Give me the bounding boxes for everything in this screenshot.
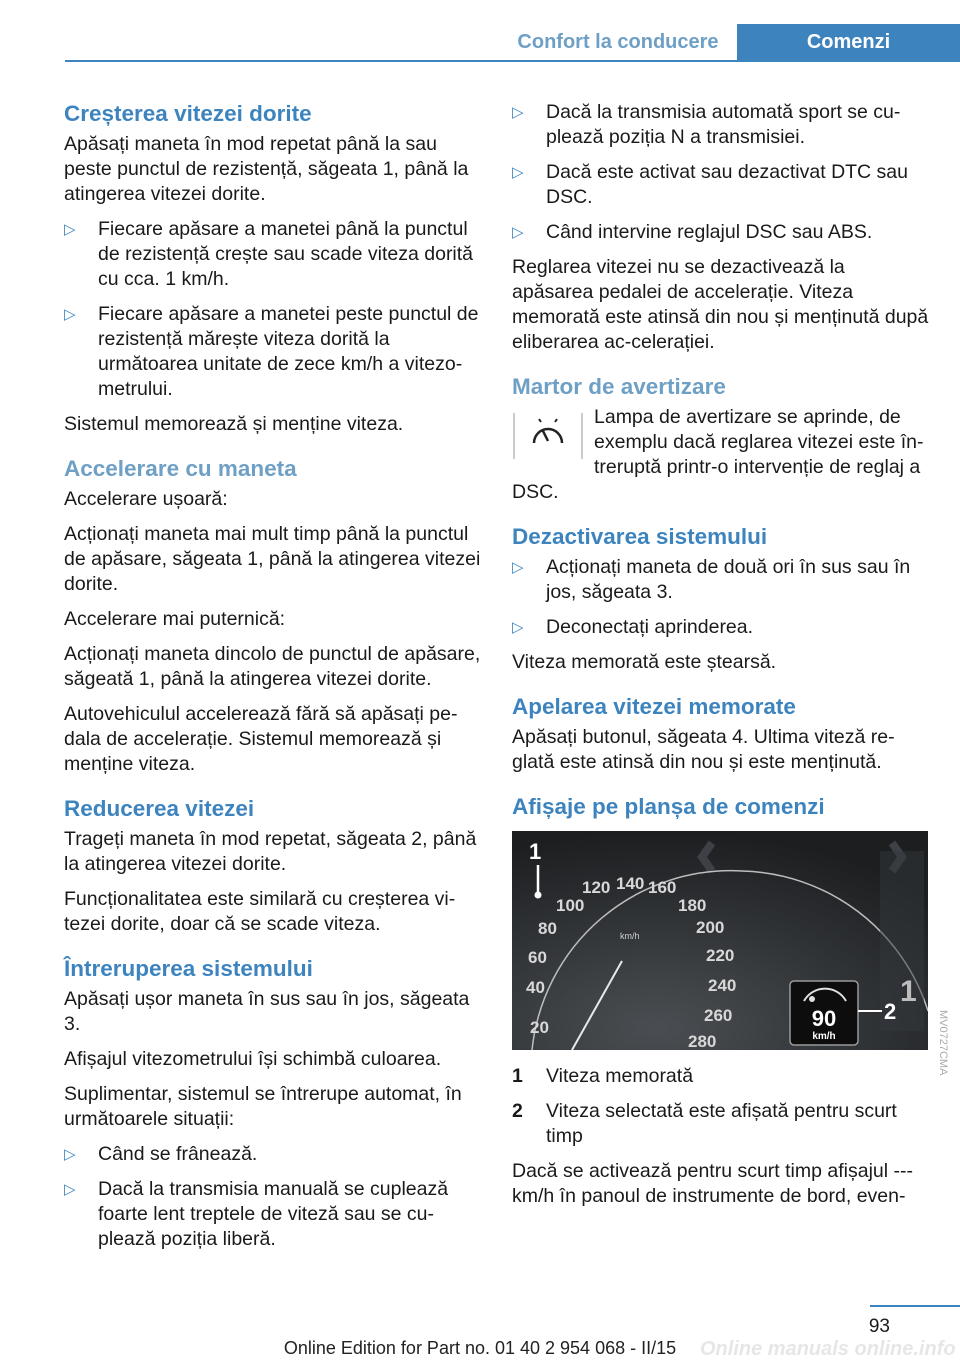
bullet-marker-icon: ▷ <box>512 619 524 636</box>
numbered-item: 1 Viteza memorată <box>512 1065 694 1087</box>
paragraph: Reglarea vitezei nu se dezactivează la apăsarea pedalei de accelerație. Viteza memorată este atinsă din nou și menținută după eliberarea ac‐celerației. <box>512 256 929 353</box>
tick-label: 240 <box>708 976 737 995</box>
tick-label: 280 <box>688 1032 717 1050</box>
tick-label: 100 <box>556 896 585 915</box>
paragraph: Acționați maneta mai mult timp până la punctul de apăsare, săgeata 1, până la atingerea vitezei dorite. <box>64 523 481 595</box>
page-number: 93 <box>868 1316 890 1337</box>
bullet-item: ▷ Dacă este activat sau dezactivat DTC sau DSC. <box>512 161 908 208</box>
gauge-partial-digit: 1 <box>900 975 917 1008</box>
tick-label: 80 <box>538 919 557 938</box>
speedometer-figure <box>512 831 928 1050</box>
paragraph: Apăsați butonul, săgeata 4. Ultima viteză re‐glată este atinsă din nou și este menținută. <box>512 726 895 773</box>
paragraph: Funcționalitatea este similară cu creșterea vi‐tezei dorite, doar că se scade viteza. <box>64 888 456 935</box>
display-speed-value: 90 <box>811 1006 837 1031</box>
heading-interrupt-system: Întreruperea sistemului <box>64 956 313 981</box>
right-column <box>512 100 930 1219</box>
paragraph: Autovehiculul accelerează fără să apăsați pe‐dala de accelerație. Sistemul memorează și menține viteza. <box>64 703 458 775</box>
paragraph: Accelerare ușoară: <box>64 488 228 510</box>
bullet-marker-icon: ▷ <box>512 104 524 121</box>
paragraph: Sistemul memorează și menține viteza. <box>64 413 404 435</box>
warning-light-text: Lampa de avertizare se aprinde, de exemplu dacă reglarea vitezei este în‐treruptă printr-o intervenție de reglaj a DSC. <box>512 406 924 503</box>
paragraph: Viteza memorată este ștearsă. <box>512 651 777 673</box>
section-tab[interactable]: Confort la conducere <box>517 31 719 53</box>
paragraph: Accelerare mai puternică: <box>64 608 286 630</box>
tick-label: 260 <box>704 1006 733 1025</box>
tick-label: 20 <box>530 1018 549 1037</box>
heading-instrument-displays: Afișaje pe planșa de comenzi <box>512 794 825 819</box>
tick-label: 40 <box>526 978 545 997</box>
heading-reduce-speed: Reducerea vitezei <box>64 796 255 821</box>
bullet-item: ▷ Dacă la transmisia automată sport se cu‐plează poziția N a transmisiei. <box>512 101 901 148</box>
numbered-item: 2 Viteza selectată este afișată pentru scurt timp <box>512 1100 897 1147</box>
page-header <box>0 0 960 62</box>
bullet-item: ▷ Dacă la transmisia manuală se cuplează foarte lent treptele de viteză sau se cu‐plează poziția liberă. <box>64 1178 449 1250</box>
callout-1: 1 <box>529 839 542 864</box>
left-column <box>64 100 482 1262</box>
heading-deactivate-system: Dezactivarea sistemului <box>512 524 768 549</box>
bullet-marker-icon: ▷ <box>64 1146 76 1163</box>
bullet-item: ▷ Fiecare apăsare a manetei peste punctul de rezistență mărește viteza dorită la următoarea unitate de zece km/h a vitezo‐metrului. <box>64 303 479 400</box>
footer-rule <box>870 1305 960 1307</box>
active-tab[interactable]: Comenzi <box>737 24 960 60</box>
bullet-item: ▷ Când se frânează. <box>64 1143 258 1165</box>
tick-label: 180 <box>678 896 707 915</box>
callout-2: 2 <box>884 999 897 1024</box>
bullet-marker-icon: ▷ <box>512 559 524 576</box>
watermark: Online manuals online.info <box>700 1338 956 1360</box>
paragraph: Apăsați ușor maneta în sus sau în jos, săgeata 3. <box>64 988 470 1035</box>
bullet-item: ▷ Când intervine reglajul DSC sau ABS. <box>512 221 873 243</box>
heading-increase-speed: Creșterea vitezei dorite <box>64 101 312 126</box>
gauge-unit: km/h <box>620 931 640 941</box>
bullet-marker-icon: ▷ <box>64 221 76 238</box>
tick-label: 200 <box>696 918 725 937</box>
paragraph: Afișajul vitezometrului își schimbă culoarea. <box>64 1048 442 1070</box>
bullet-marker-icon: ▷ <box>512 164 524 181</box>
tick-label: 220 <box>706 946 735 965</box>
bullet-marker-icon: ▷ <box>64 1181 76 1198</box>
paragraph: Acționați maneta dincolo de punctul de apăsare, săgeată 1, până la atingerea vitezei dorite. <box>64 643 481 690</box>
bullet-item: ▷ Fiecare apăsare a manetei până la punctul de rezistență crește sau scade viteza dorită cu cca. 1 km/h. <box>64 218 474 290</box>
paragraph: Apăsați maneta în mod repetat până la sau peste punctul de rezistență, săgeata 1, până la atingerea vitezei dorite. <box>64 133 469 205</box>
bullet-item: ▷ Acționați maneta de două ori în sus sau în jos, săgeata 3. <box>512 556 911 603</box>
figure-side-code: MV0727CMA <box>937 1010 949 1076</box>
tick-label: 160 <box>648 878 677 897</box>
header-rule <box>65 60 960 62</box>
heading-warning-light: Martor de avertizare <box>512 374 726 399</box>
heading-accelerate: Accelerare cu maneta <box>64 456 297 481</box>
paragraph: Dacă se activează pentru scurt timp afișajul --- km/h în panoul de instrumente de bord, even‐ <box>512 1160 913 1207</box>
paragraph: Suplimentar, sistemul se întrerupe automat, în următoarele situații: <box>64 1083 462 1130</box>
bullet-marker-icon: ▷ <box>64 306 76 323</box>
heading-recall-speed: Apelarea vitezei memorate <box>512 694 796 719</box>
cruise-control-warning-icon <box>512 407 584 463</box>
bullet-marker-icon: ▷ <box>512 224 524 241</box>
display-speed-unit: km/h <box>812 1031 836 1042</box>
warning-light-block <box>512 405 930 505</box>
tick-label: 140 <box>616 874 645 893</box>
paragraph: Trageți maneta în mod repetat, săgeata 2, până la atingerea vitezei dorite. <box>64 828 477 875</box>
tick-label: 120 <box>582 878 611 897</box>
footer-edition: Online Edition for Part no. 01 40 2 954 068 - II/15 <box>283 1338 677 1358</box>
tick-label: 60 <box>528 948 547 967</box>
bullet-item: ▷ Deconectați aprinderea. <box>512 616 754 638</box>
